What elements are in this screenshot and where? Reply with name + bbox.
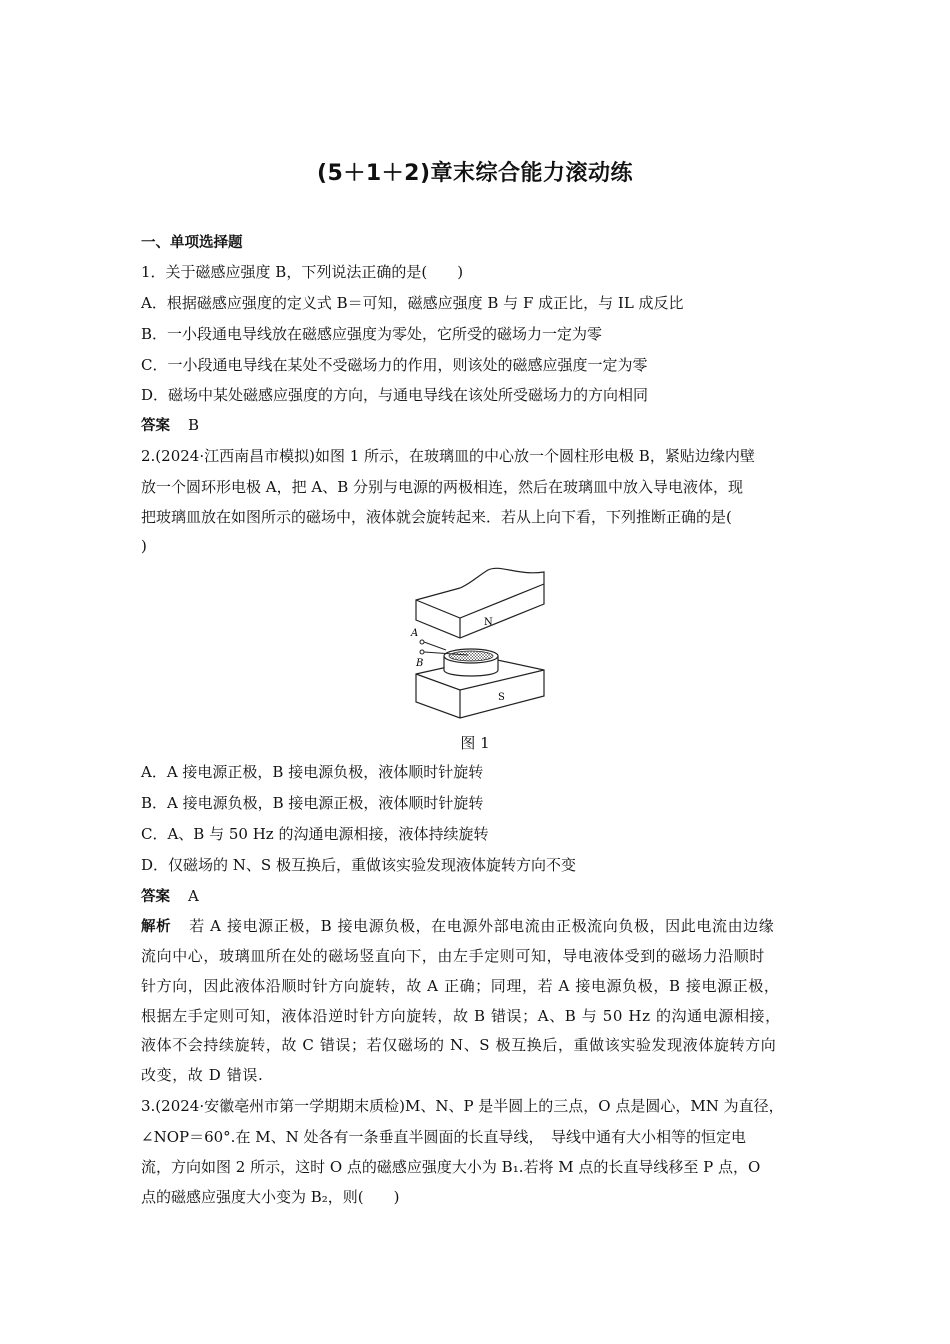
q2-answer — [141, 886, 821, 907]
q2-stem-line3: 把玻璃皿放在如图所示的磁场中，液体就会旋转起来．若从上向下看，下列推断正确的是( — [141, 508, 732, 526]
q2-explanation-line2: 流向中心，玻璃皿所在处的磁场竖直向下，由左手定则可知，导电液体受到的磁场力沿顺时 — [141, 947, 766, 965]
q2-stem-line2: 放一个圆环形电极 A，把 A、B 分别与电源的两极相连，然后在玻璃皿中放入导电液体，现 — [141, 478, 743, 496]
explanation-label: 解析 — [141, 919, 172, 935]
q2-option-d: D．仅磁场的 N、S 极互换后，重做该实验发现液体旋转方向不变 — [141, 856, 576, 874]
q2-explanation-line1 — [141, 916, 821, 937]
page-title: (5＋1＋2)章末综合能力滚动练 — [316, 161, 634, 186]
q1-option-c: C．一小段通电导线在某处不受磁场力的作用，则该处的磁感应强度一定为零 — [141, 356, 648, 374]
q1-option-b: B．一小段通电导线放在磁感应强度为零处，它所受的磁场力一定为零 — [141, 325, 603, 343]
section-heading: 一、单项选择题 — [141, 235, 243, 251]
electrode-b-label: B — [416, 658, 424, 669]
q2-explanation-line5: 液体不会持续旋转，故 C 错误；若仅磁场的 N、S 极互换后，重做该实验发现液体旋转方向 — [141, 1036, 777, 1054]
figure-caption: 图 1 — [460, 734, 490, 752]
q1-option-d: D．磁场中某处磁感应强度的方向，与通电导线在该处所受磁场力的方向相同 — [141, 386, 649, 404]
figure-magnet-dish — [408, 562, 550, 722]
s-pole-label: S — [498, 692, 505, 703]
q2-option-c: C．A、B 与 50 Hz 的沟通电源相接，液体持续旋转 — [141, 825, 489, 843]
q3-stem-line2: ∠NOP＝60°.在 M、N 处各有一条垂直半圆面的长直导线， 导线中通有大小相等的恒定电 — [141, 1128, 746, 1146]
q3-stem-line3: 流，方向如图 2 所示，这时 O 点的磁感应强度大小为 B₁.若将 M 点的长直导线移至 P 点，O — [141, 1158, 761, 1176]
q2-explanation-line4: 根据左手定则可知，液体沿逆时针方向旋转，故 B 错误；A、B 与 50 Hz 的沟通电源相接， — [141, 1007, 781, 1025]
q2-stem-line1: 2.(2024·江西南昌市模拟)如图 1 所示，在玻璃皿的中心放一个圆柱形电极 B，紧贴边缘内壁 — [141, 447, 755, 465]
q2-option-b: B．A 接电源负极，B 接电源正极，液体顺时针旋转 — [141, 794, 484, 812]
explanation-text: 若 A 接电源正极，B 接电源负极，在电源外部电流由正极流向负极，因此电流由边缘 — [189, 917, 775, 935]
answer-label: 答案 — [141, 889, 170, 905]
q3-stem-line4: 点的磁感应强度大小变为 B₂，则( ) — [141, 1188, 400, 1206]
q2-option-a: A．A 接电源正极，B 接电源负极，液体顺时针旋转 — [141, 763, 484, 781]
q2-stem-line4: ) — [141, 537, 147, 555]
q1-option-a: A．根据磁感应强度的定义式 B＝可知，磁感应强度 B 与 F 成正比，与 IL 成反比 — [141, 294, 684, 312]
answer-value: A — [188, 887, 199, 905]
q1-stem: 1．关于磁感应强度 B，下列说法正确的是( ) — [141, 263, 464, 281]
answer-value: B — [188, 416, 200, 434]
q2-explanation-line3: 针方向，因此液体沿顺时针方向旋转，故 A 正确；同理，若 A 接电源负极，B 接电源正极， — [141, 977, 780, 995]
electrode-a-label: A — [411, 628, 419, 639]
q2-explanation-line6: 改变，故 D 错误. — [141, 1066, 264, 1084]
q1-answer — [141, 415, 821, 436]
n-pole-label: N — [484, 617, 493, 628]
answer-label: 答案 — [141, 418, 170, 434]
q3-stem-line1: 3.(2024·安徽亳州市第一学期期末质检)M、N、P 是半圆上的三点，O 点是圆心，MN 为直径， — [141, 1097, 784, 1115]
